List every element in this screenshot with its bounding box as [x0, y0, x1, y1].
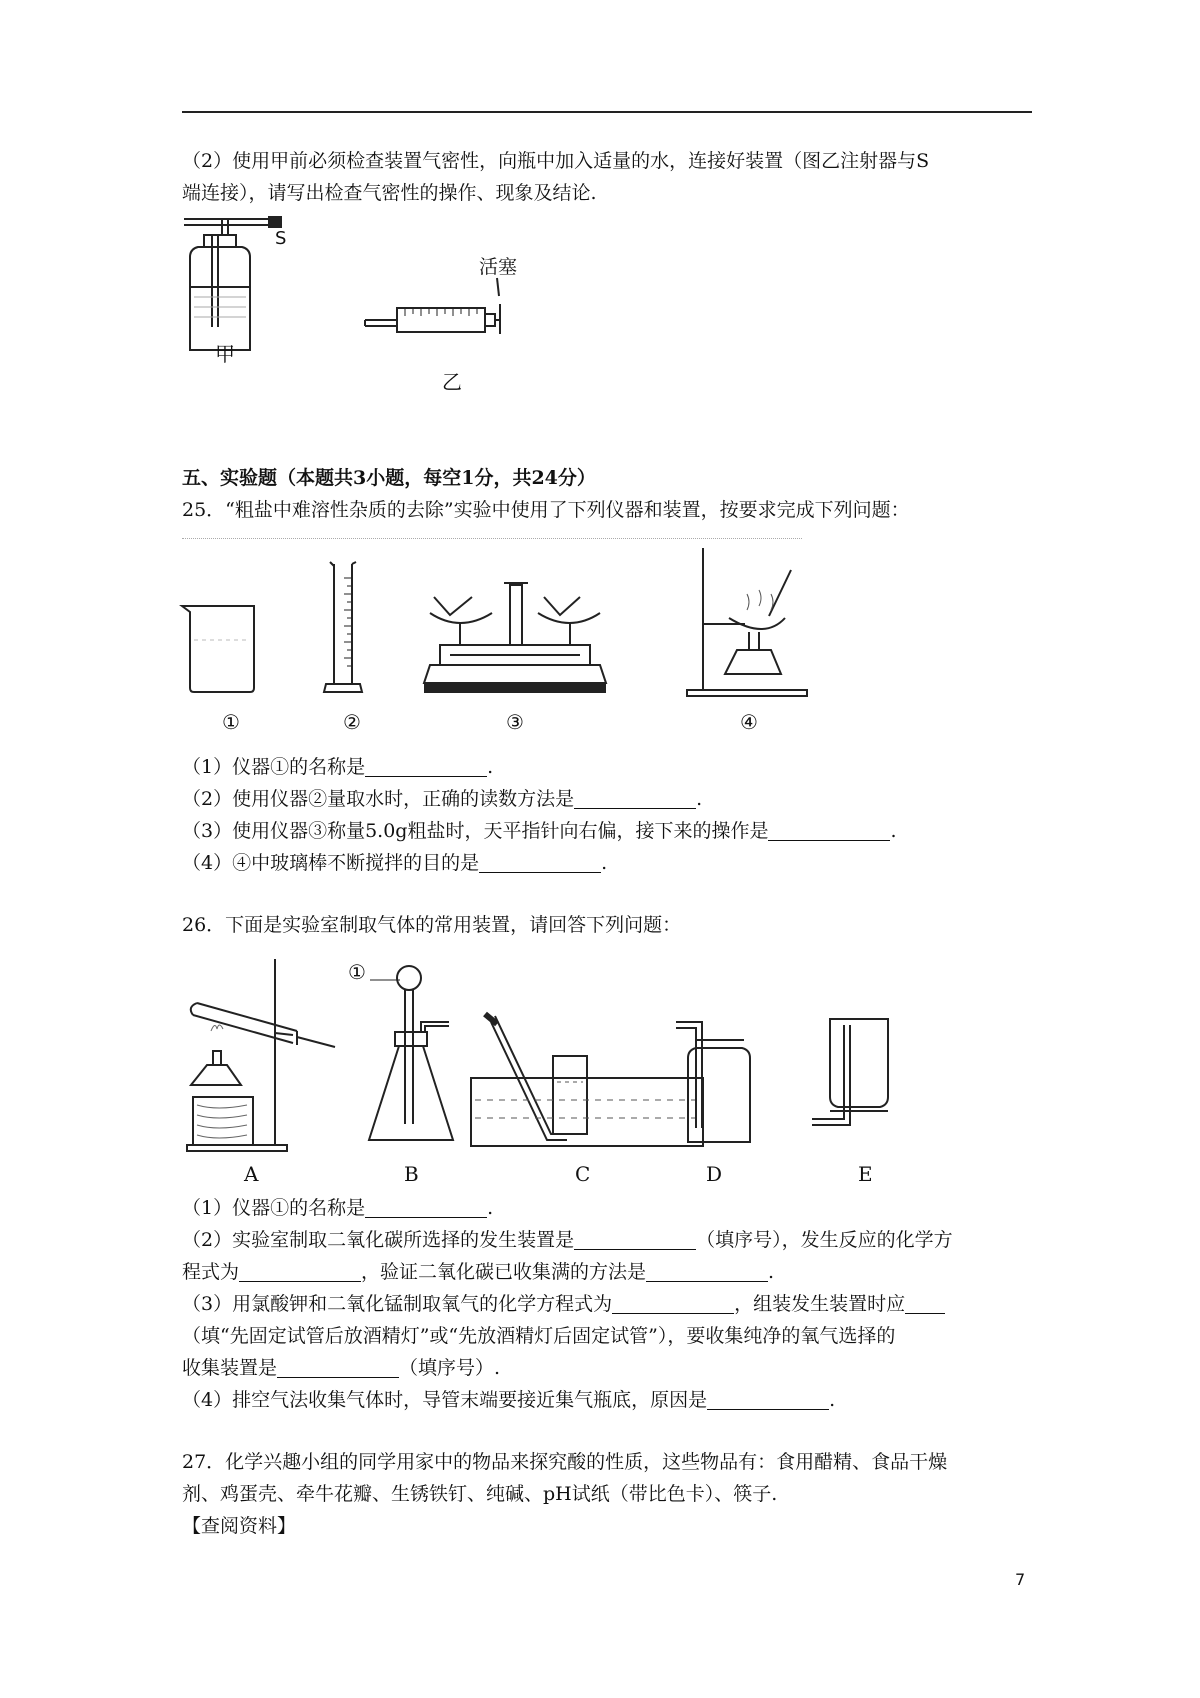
header-rule [182, 111, 1032, 113]
graduated-cylinder-figure [322, 558, 382, 698]
beaker-figure [180, 600, 265, 695]
dotted-divider [182, 538, 802, 539]
q26-part2-line2: 程式为 ，验证二氧化碳已收集满的方法是 . [182, 1261, 775, 1283]
label-s: S [275, 228, 287, 249]
q25-stem: 25．“粗盐中难溶性杂质的去除”实验中使用了下列仪器和装置，按要求完成下列问题： [182, 499, 910, 521]
answer-blank[interactable] [707, 1389, 829, 1410]
balance-figure [420, 575, 610, 700]
answer-blank[interactable] [905, 1293, 945, 1314]
q26-part1: （1）仪器①的名称是 . [182, 1197, 494, 1219]
q26-part3-line2: （填“先固定试管后放酒精灯”或“先放酒精灯后固定试管”），要收集纯净的氧气选择的 [182, 1325, 896, 1347]
syringe-yi-figure [365, 270, 515, 330]
answer-blank[interactable] [768, 820, 890, 841]
apparatus-a-figure [185, 955, 345, 1155]
caption-b: B [404, 1162, 419, 1186]
caption-c: C [575, 1162, 591, 1186]
section5-title: 五、实验题（本题共3小题，每空1分，共24分） [182, 467, 596, 489]
q25-part4: （4）④中玻璃棒不断搅拌的目的是 . [182, 852, 608, 874]
q26-part3-line1: （3）用氯酸钾和二氧化锰制取氧气的化学方程式为 ，组装发生装置时应 [182, 1289, 945, 1319]
answer-blank[interactable] [277, 1357, 399, 1378]
label-piston: 活塞 [479, 256, 518, 278]
caption-1: ① [222, 710, 240, 734]
answer-blank[interactable] [239, 1261, 361, 1282]
caption-2: ② [343, 710, 361, 734]
caption-a: A [244, 1162, 259, 1186]
caption-3: ③ [506, 710, 524, 734]
label-funnel: ① [348, 960, 366, 984]
answer-blank[interactable] [365, 756, 487, 777]
caption-jia: 甲 [215, 342, 235, 366]
q26-part3-line3: 收集装置是 （填序号）. [182, 1357, 501, 1379]
answer-blank[interactable] [365, 1197, 487, 1218]
q24-part2-line2: 端连接），请写出检查气密性的操作、现象及结论. [182, 182, 597, 204]
q24-part2-line1: （2）使用甲前必须检查装置气密性，向瓶中加入适量的水，连接好装置（图乙注射器与S [182, 150, 930, 172]
evaporation-setup-figure [685, 540, 815, 700]
q25-part3: （3）使用仪器③称量5.0g粗盐时，天平指针向右偏，接下来的操作是 . [182, 820, 897, 842]
caption-e: E [858, 1162, 873, 1186]
q25-part1: （1）仪器①的名称是 . [182, 756, 494, 778]
apparatus-c-figure [465, 1010, 705, 1150]
caption-4: ④ [740, 710, 758, 734]
q27-heading: 【查阅资料】 [182, 1515, 297, 1537]
apparatus-d-figure [672, 1018, 762, 1148]
q26-part2-line1: （2）实验室制取二氧化碳所选择的发生装置是 （填序号），发生反应的化学方 [182, 1229, 953, 1251]
funnel-pointer-line [370, 975, 400, 985]
q27-line1: 27．化学兴趣小组的同学用家中的物品来探究酸的性质，这些物品有：食用醋精、食品干燥 [182, 1451, 948, 1473]
answer-blank[interactable] [574, 1229, 696, 1250]
caption-d: D [706, 1162, 723, 1186]
answer-blank[interactable] [646, 1261, 768, 1282]
page-number: 7 [1015, 1570, 1026, 1589]
answer-blank[interactable] [479, 852, 601, 873]
q26-part4: （4）排空气法收集气体时，导管末端要接近集气瓶底，原因是 . [182, 1389, 836, 1411]
answer-blank[interactable] [574, 788, 696, 809]
q27-line2: 剂、鸡蛋壳、牵牛花瓣、生锈铁钉、纯碱、pH试纸（带比色卡）、筷子. [182, 1483, 778, 1505]
caption-yi: 乙 [442, 370, 462, 394]
apparatus-e-figure [808, 1015, 898, 1145]
q25-part2: （2）使用仪器②量取水时，正确的读数方法是 . [182, 788, 703, 810]
q26-stem: 26．下面是实验室制取气体的常用装置，请回答下列问题： [182, 914, 682, 936]
answer-blank[interactable] [612, 1293, 734, 1314]
